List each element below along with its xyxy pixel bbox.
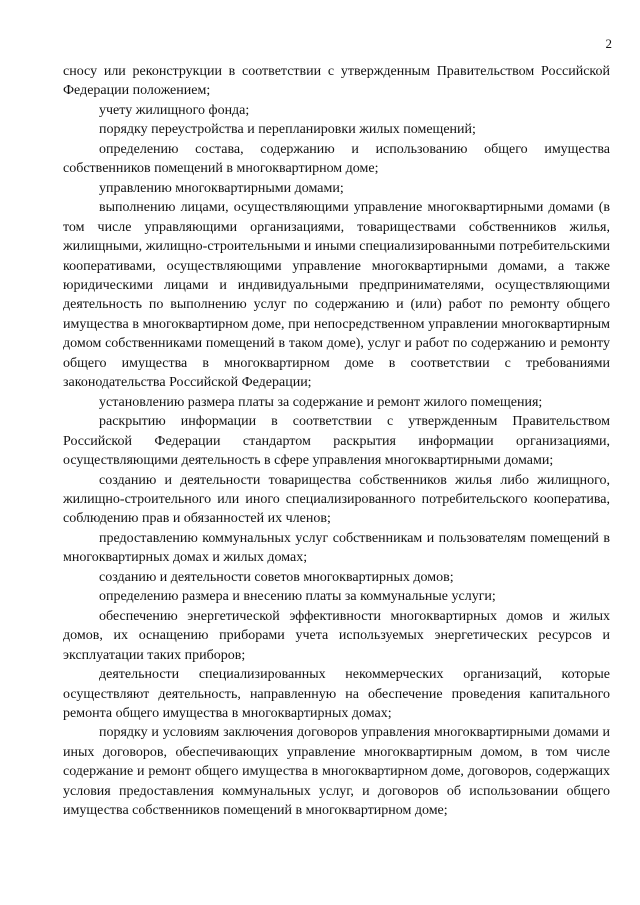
paragraph: сносу или реконструкции в соответствии с утвержденным Правительством Российской Федерации положением; (63, 64, 610, 99)
paragraph: обеспечению энергетической эффективности многоквартирных домов и жилых домов, их оснащению приборами учета используемых энергетических ресурсов и эксплуатации таких приборов; (63, 608, 610, 663)
paragraph: созданию и деятельности товарищества собственников жилья либо жилищного, жилищно-строительного или иного специализированного потребительского кооператива, соблюдению прав и обязанностей их членов; (63, 472, 610, 527)
page-number: 2 (605, 36, 612, 51)
paragraph: управлению многоквартирными домами; (99, 180, 344, 196)
paragraph: деятельности специализированных некоммерческих организаций, которые осуществляют деятельность, направленную на обеспечение проведения капитального ремонта общего имущества в многоквартирных домах; (63, 667, 610, 721)
paragraph: порядку переустройства и перепланировки жилых помещений; (99, 122, 476, 138)
paragraph: созданию и деятельности советов многоквартирных домов; (99, 569, 454, 585)
paragraph: определению состава, содержанию и использованию общего имущества собственников помещений в многоквартирном доме; (63, 141, 610, 177)
document-body (63, 62, 610, 821)
paragraph: раскрытию информации в соответствии с утвержденным Правительством Российской Федерации стандартом раскрытия информации организациями, осуществляющими деятельность в сфере управления многоквартирными домами; (63, 414, 610, 469)
paragraph: порядку и условиям заключения договоров управления многоквартирными домами и иных договоров, обеспечивающих управление многоквартирным домом, в том числе содержание и ремонт общего имущества в многоквартирном доме, договоров, содержащих условия предоставления коммунальных услуг, и договоров об использовании общего имущества собственников помещений в многоквартирном доме; (63, 725, 610, 819)
paragraph: учету жилищного фонда; (99, 102, 250, 118)
paragraph: предоставлению коммунальных услуг собственникам и пользователям помещений в многоквартирных домах и жилых домах; (63, 530, 610, 566)
paragraph: установлению размера платы за содержание и ремонт жилого помещения; (99, 394, 543, 410)
paragraph: выполнению лицами, осуществляющими управление многоквартирными домами (в том числе управляющими организациями, товариществами собственников жилья, жилищными, жилищно-строительными и иными специализированными потребительскими кооперативами, осуществляющими управление многоквартирными домами, а также юридическими лицами и индивидуальными предпринимателями, осуществляющими деятельность по выполнению услуг по содержанию и (или) работ по ремонту общего имущества в многоквартирном доме, при непосредственном управлении многоквартирным домом собственниками помещений в таком доме), услуг и работ по содержанию и ремонту общего имущества в многоквартирном доме в соответствии с требованиями законодательства Российской Федерации; (63, 200, 610, 391)
paragraph: определению размера и внесению платы за коммунальные услуги; (99, 589, 496, 605)
